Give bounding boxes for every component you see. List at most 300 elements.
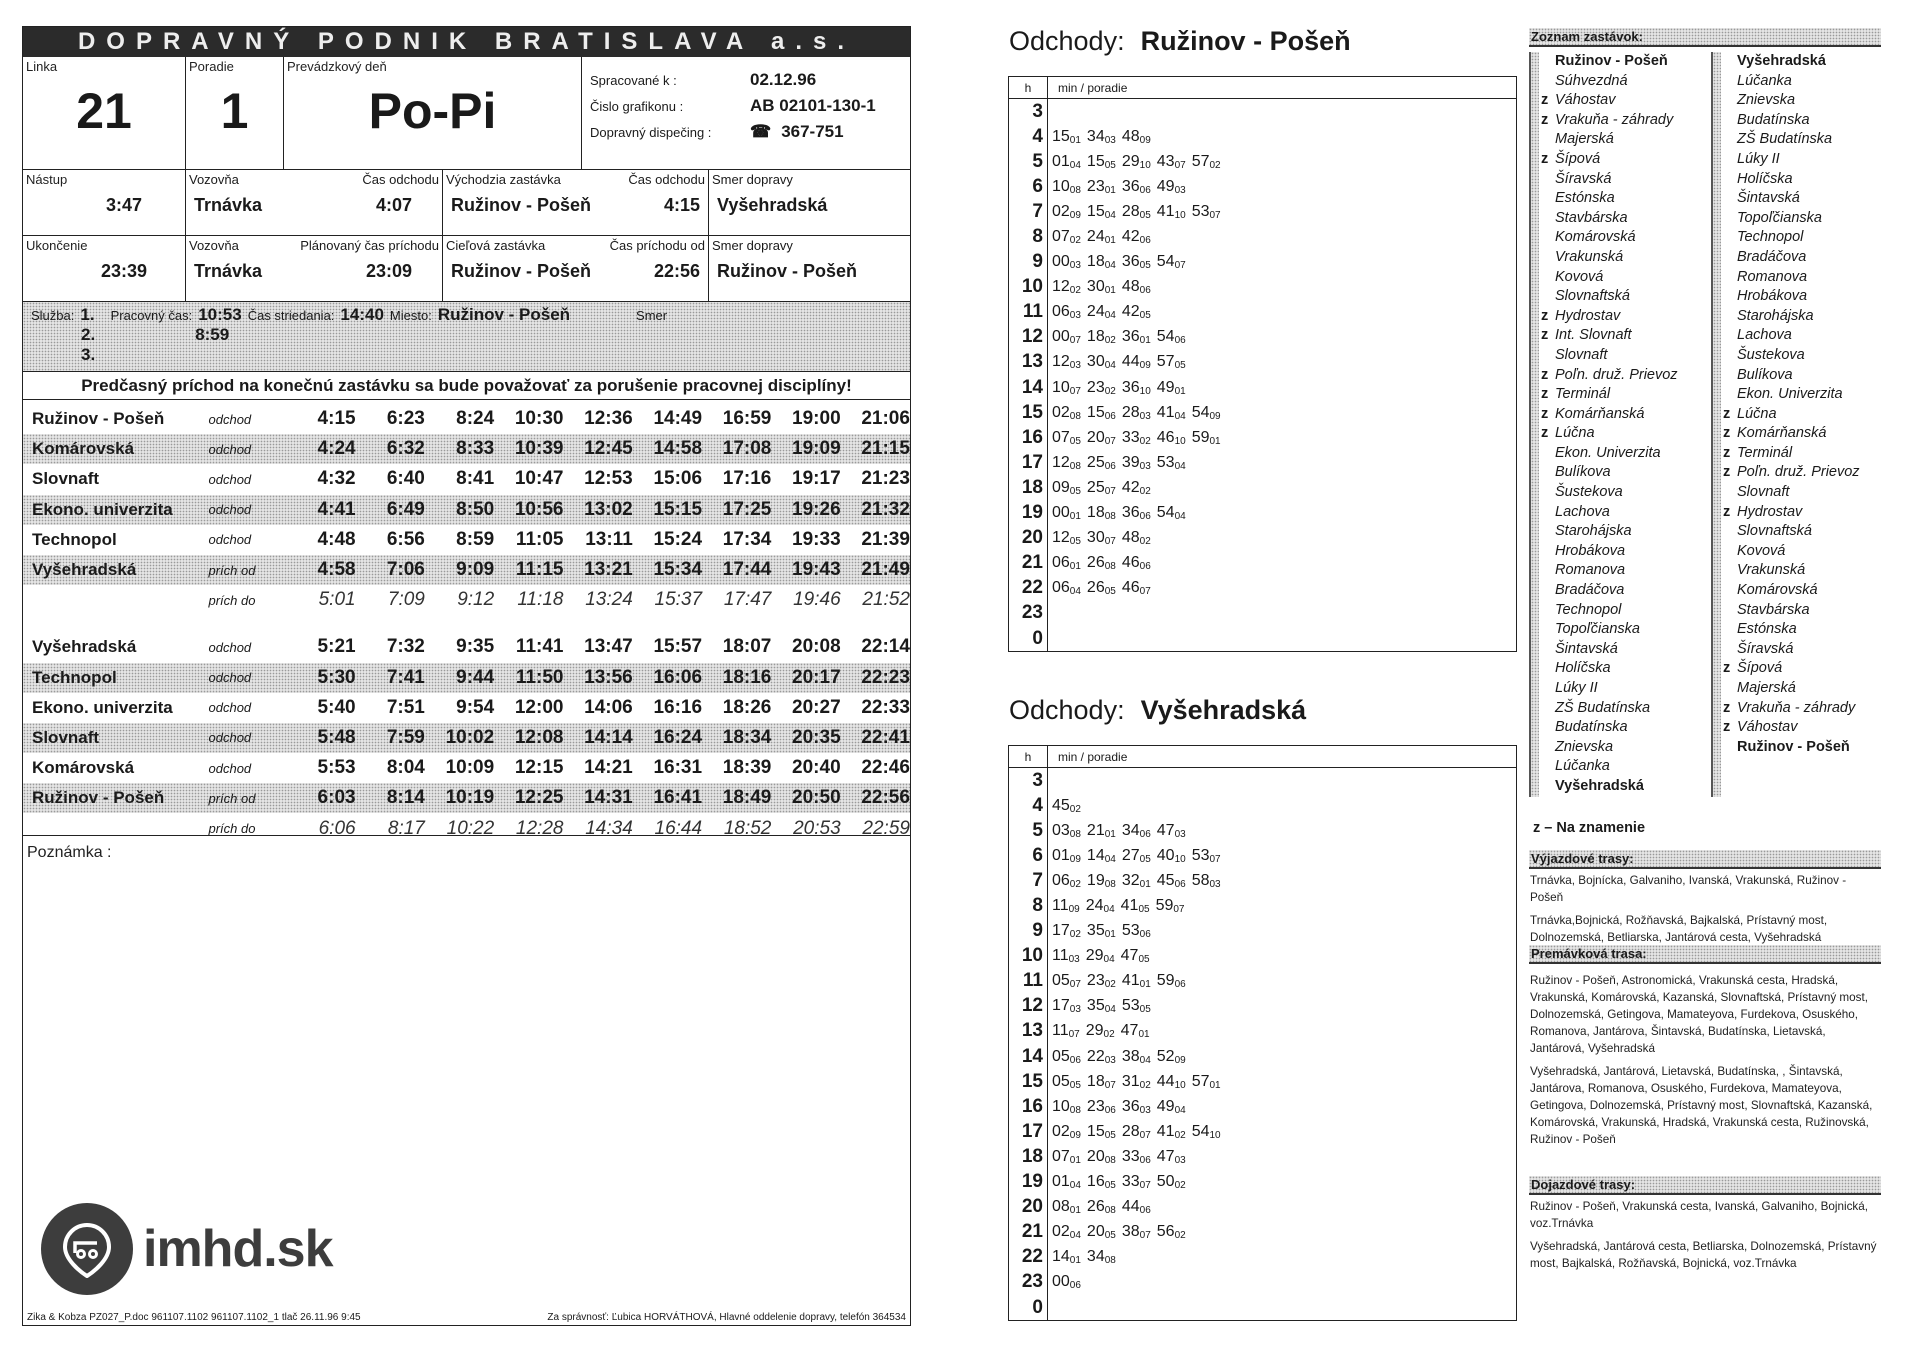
departure-entry: $36_{05}$: [1121, 253, 1151, 272]
stop-item: [1737, 72, 1891, 92]
order-subscript: 02: [1139, 435, 1151, 447]
departure-entry: $38_{07}$: [1121, 1223, 1151, 1242]
footer-doc-info: Zika & Kobza PZ027_P.doc 961107.1102 961107.1102_1 tlač 26.11.96 9:45: [27, 1312, 361, 1323]
order-subscript: 01: [1069, 1205, 1081, 1217]
stop-name: Majerská: [1737, 680, 1796, 696]
order-subscript: 03: [1209, 878, 1221, 890]
stop-item: [1541, 366, 1709, 386]
departure-entry: $41_{04}$: [1156, 403, 1186, 422]
order-subscript: 07: [1139, 1129, 1151, 1141]
stop-item: [1541, 385, 1709, 405]
order-subscript: 05: [1139, 1004, 1151, 1016]
order-subscript: 04: [1104, 310, 1116, 322]
order-subscript: 04: [1103, 954, 1115, 966]
departure-entry: $31_{02}$: [1121, 1072, 1151, 1091]
trip-time: 21:52: [862, 589, 910, 611]
trip-time: 19:26: [792, 498, 841, 520]
stop-item: [1555, 640, 1709, 660]
minutes-cell: [1048, 1220, 1227, 1245]
stop-item: [1737, 52, 1891, 72]
hour-cell: 10: [1021, 945, 1043, 967]
stop-item: [1541, 424, 1709, 444]
trip-stop: Slovnaft: [32, 727, 100, 747]
stop-item: [1737, 581, 1891, 601]
departure-entry: $48_{06}$: [1121, 278, 1151, 297]
hour-cell: 21: [1021, 552, 1043, 574]
on-request-marker: z: [1723, 660, 1731, 677]
departure-entry: $53_{07}$: [1191, 202, 1221, 221]
departure-entry: $03_{08}$: [1052, 821, 1081, 840]
trip-time: 17:16: [722, 468, 772, 490]
order-subscript: 03: [1069, 1004, 1081, 1016]
trip-time: 10:30: [514, 408, 564, 430]
trip-kind: odchod: [208, 502, 252, 518]
minutes-cell: [1048, 425, 1227, 450]
trip-time: 13:56: [584, 666, 633, 688]
footer-responsible: Za správnosť: Ľubica HORVÁTHOVÁ, Hlavné oddelenie dopravy, telefón 364534: [547, 1312, 906, 1323]
trip-stop: Ekono. univerzita: [32, 499, 173, 519]
trip-row: [23, 693, 910, 723]
trip-time: 22:14: [861, 636, 910, 658]
stop-name: Váhostav: [1555, 92, 1616, 109]
stop-item: [1737, 189, 1891, 209]
trip-time: 21:06: [861, 408, 910, 430]
trip-time: 14:58: [653, 438, 703, 460]
start-time: 3:47: [105, 195, 143, 215]
trip-time: 19:33: [792, 528, 841, 550]
stop-item: [1555, 522, 1709, 542]
minutes-cell: [1048, 1094, 1227, 1119]
dispatch-phone: 367-751: [781, 122, 844, 141]
trip-time: 8:24: [456, 408, 495, 430]
departure-entry: $29_{04}$: [1085, 947, 1115, 966]
order-subscript: 07: [1069, 385, 1081, 397]
order-subscript: 09: [1174, 1054, 1186, 1066]
order-subscript: 05: [1069, 1079, 1081, 1091]
order-subscript: 02: [1139, 1079, 1151, 1091]
stop-list-title: Zoznam zastávok:: [1529, 28, 1881, 47]
header-row-1: [23, 57, 910, 170]
trip-time: 8:50: [456, 498, 495, 520]
trip-kind: prích do: [208, 592, 256, 608]
stop-item: [1555, 757, 1709, 777]
order-subscript: 08: [1104, 878, 1116, 890]
trip-time: 4:41: [317, 498, 356, 520]
trip-time: 17:47: [723, 589, 772, 611]
dest-arr-label: Čas príchodu od: [609, 238, 705, 253]
stop-name: Vrakunská: [1555, 248, 1624, 265]
departure-entry: $07_{05}$: [1052, 428, 1081, 447]
hour-cell: 4: [1032, 794, 1043, 816]
trip-row: [23, 404, 910, 434]
line-cell: [23, 57, 186, 169]
stop-item: [1737, 150, 1891, 170]
trip-time: 8:33: [456, 438, 495, 460]
departure-entry: $21_{01}$: [1086, 821, 1116, 840]
departure-entry: $54_{04}$: [1156, 504, 1186, 523]
trip-time: 13:24: [585, 589, 633, 611]
trip-time: 20:50: [792, 787, 841, 809]
departure-entry: $29_{10}$: [1121, 152, 1151, 171]
stop-name: Znievska: [1737, 92, 1796, 109]
trip-time: 13:11: [585, 528, 633, 550]
order-subscript: 01: [1139, 335, 1151, 347]
departure-entry: $52_{09}$: [1156, 1047, 1186, 1066]
on-request-marker: z: [1541, 405, 1549, 422]
stop-name: Súhvezdná: [1555, 72, 1628, 89]
stop-item: [1555, 483, 1709, 503]
stop-name: Komárňanská: [1737, 425, 1827, 442]
on-request-marker: z: [1723, 444, 1731, 461]
order-subscript: 07: [1174, 159, 1186, 171]
stop-name: Topoľčianska: [1737, 209, 1822, 226]
trip-time: 4:24: [317, 438, 356, 460]
trip-time: 12:36: [584, 408, 633, 430]
hour-cell: 21: [1021, 1221, 1043, 1243]
departure-entry: $59_{01}$: [1191, 428, 1221, 447]
trip-stop: Ekono. univerzita: [32, 697, 173, 717]
departure-entry: $05_{06}$: [1052, 1047, 1081, 1066]
order-subscript: 02: [1174, 1230, 1186, 1242]
trip-kind: odchod: [208, 760, 252, 776]
on-request-marker: z: [1541, 386, 1549, 403]
stop-item: [1737, 91, 1891, 111]
trip-time: 21:15: [861, 438, 910, 460]
stop-name: Terminál: [1555, 386, 1611, 403]
depot-label: Vozovňa: [189, 172, 239, 187]
hour-cell: 15: [1021, 1070, 1043, 1092]
stop-item: [1737, 228, 1891, 248]
order-subscript: 09: [1069, 853, 1081, 865]
departure-entry: $00_{07}$: [1052, 328, 1081, 347]
on-request-legend: z – Na znamenie: [1533, 820, 1646, 836]
note-label: Poznámka :: [27, 844, 112, 861]
trip-time: 7:32: [386, 636, 425, 658]
hour-cell: 19: [1021, 1171, 1043, 1193]
order-subscript: 06: [1139, 1205, 1151, 1217]
order-subscript: 07: [1104, 536, 1116, 548]
departure-entry: $05_{07}$: [1052, 972, 1081, 991]
stop-name: ZŠ Budatínska: [1737, 131, 1833, 148]
departure-entry: $28_{07}$: [1121, 1122, 1151, 1141]
trip-row: [23, 555, 910, 585]
order-subscript: 04: [1174, 460, 1186, 472]
order-subscript: 05: [1069, 536, 1081, 548]
stop-name: Kovová: [1737, 542, 1786, 559]
hour-cell: 16: [1021, 1095, 1043, 1117]
order-subscript: 08: [1104, 511, 1116, 523]
trip-time: 12:28: [515, 817, 564, 839]
departure-entry: $35_{01}$: [1086, 922, 1116, 941]
trip-time: 14:14: [584, 726, 633, 748]
departure-entry: $02_{04}$: [1052, 1223, 1081, 1242]
stop-name: Poľn. druž. Prievoz: [1555, 366, 1678, 383]
departure-entry: $25_{07}$: [1086, 478, 1116, 497]
trip-time: 15:57: [653, 636, 703, 658]
departure-entry: $26_{08}$: [1086, 1198, 1116, 1217]
processed-date: 02.12.96: [750, 70, 817, 89]
trip-time: 12:15: [514, 757, 564, 779]
origin-stop: Ružinov - Pošeň: [451, 195, 592, 215]
end-direction-label: Smer dopravy: [712, 238, 793, 253]
minutes-cell: [1048, 868, 1227, 893]
stop-name: Vyšehradská: [1555, 777, 1644, 794]
order-subscript: 09: [1069, 1129, 1081, 1141]
stop-item: [1723, 659, 1891, 679]
trip-row: [23, 464, 910, 494]
order-subscript: 07: [1209, 209, 1221, 221]
departure-entry: $58_{03}$: [1191, 871, 1221, 890]
hour-cell: 5: [1032, 150, 1043, 172]
departure-entry: $48_{09}$: [1121, 127, 1151, 146]
trip-time: 22:59: [862, 817, 910, 839]
stop-item: [1555, 209, 1709, 229]
order-subscript: 06: [1174, 979, 1186, 991]
stop-item: [1737, 542, 1891, 562]
departure-entry: $30_{01}$: [1086, 278, 1116, 297]
hour-cell: 17: [1021, 451, 1043, 473]
minutes-cell: [1048, 1069, 1227, 1094]
trip-time: 22:23: [861, 666, 910, 688]
stop-item: [1723, 463, 1891, 483]
on-request-marker: z: [1723, 405, 1731, 422]
stop-name: Ekon. Univerzita: [1555, 444, 1661, 461]
order-subscript: 03: [1139, 460, 1151, 472]
trip-time: 15:06: [653, 468, 703, 490]
stop-name: Stavbárska: [1555, 209, 1628, 226]
minutes-cell: [1048, 994, 1227, 1019]
departure-entry: $15_{05}$: [1086, 152, 1116, 171]
stop-item: [1555, 170, 1709, 190]
trip-time: 20:17: [792, 666, 841, 688]
stop-item: [1555, 699, 1709, 719]
stop-item: [1541, 111, 1709, 131]
stop-item: [1737, 209, 1891, 229]
shift-3: 3.: [81, 345, 96, 364]
on-request-marker: z: [1723, 425, 1731, 442]
order-subscript: 06: [1139, 184, 1151, 196]
origin-stop-label: Východzia zastávka: [446, 172, 561, 187]
route-text: Trnávka, Bojnícka, Galvaniho, Ivanská, Vrakunská, Ružinov - Pošeň: [1530, 874, 1847, 904]
stop-item: [1723, 718, 1891, 738]
trip-time: 6:49: [386, 498, 425, 520]
departure-entry: $59_{07}$: [1155, 897, 1185, 916]
stop-name: Znievska: [1555, 738, 1614, 755]
stop-name: Vrakunská: [1737, 562, 1806, 579]
trip-time: 10:22: [446, 817, 495, 839]
departure-entry: $14_{01}$: [1052, 1248, 1081, 1267]
order-subscript: 04: [1069, 1180, 1081, 1192]
start-label: Nástup: [26, 172, 68, 187]
departure-entry: $24_{04}$: [1085, 897, 1115, 916]
stop-list: [1529, 52, 1869, 797]
order-subscript: 04: [1174, 410, 1186, 422]
departures-title-2: Odchody: Vyšehradská: [1009, 695, 1307, 725]
departure-entry: $27_{05}$: [1121, 846, 1151, 865]
order-subscript: 01: [1104, 235, 1116, 247]
trip-kind: odchod: [208, 639, 252, 655]
departure-entry: $46_{06}$: [1121, 554, 1151, 573]
order-subscript: 05: [1069, 485, 1081, 497]
stop-name: Lúčanka: [1555, 758, 1610, 775]
departure-entry: $23_{01}$: [1086, 177, 1116, 196]
end-direction-value: Ružinov - Pošeň: [717, 261, 858, 281]
order-subscript: 02: [1174, 1180, 1186, 1192]
trip-time: 10:19: [445, 787, 495, 809]
trip-time: 22:56: [861, 787, 910, 809]
departure-entry: $36_{10}$: [1121, 378, 1151, 397]
stop-item: [1541, 307, 1709, 327]
stop-name: Vrakuňa - záhrady: [1737, 699, 1856, 716]
company-banner: DOPRAVNÝ PODNIK BRATISLAVA a.s.: [23, 27, 910, 57]
trip-time: 6:40: [386, 468, 425, 490]
trip-time: 18:07: [722, 636, 772, 658]
departure-entry: $35_{04}$: [1086, 997, 1116, 1016]
departure-entry: $02_{09}$: [1052, 202, 1081, 221]
hour-cell: 20: [1021, 1196, 1043, 1218]
direction-value: Vyšehradská: [717, 195, 828, 215]
trip-time: 19:09: [792, 438, 841, 460]
minutes-cell: [1048, 843, 1227, 868]
trip-time: 12:00: [514, 696, 564, 718]
hour-cell: 17: [1021, 1120, 1043, 1142]
trip-time: 9:12: [457, 589, 495, 611]
trip-time: 15:37: [654, 589, 703, 611]
order-subscript: 02: [1069, 803, 1081, 815]
order-subscript: 07: [1139, 586, 1151, 598]
trip-time: 16:31: [653, 757, 703, 779]
on-request-marker: z: [1541, 111, 1549, 128]
departure-entry: $17_{03}$: [1052, 997, 1081, 1016]
departure-entry: $24_{04}$: [1086, 303, 1116, 322]
hour-cell: 6: [1032, 844, 1043, 866]
trip-time: 17:44: [722, 559, 772, 581]
minutes-cell: [1048, 375, 1227, 400]
change-time-label: Čas striedania:: [247, 308, 335, 323]
stop-name: Lachova: [1555, 503, 1610, 520]
departure-entry: $20_{05}$: [1086, 1223, 1116, 1242]
minutes-cell: [1048, 893, 1227, 918]
order-subscript: 03: [1174, 828, 1186, 840]
order-subscript: 05: [1138, 904, 1150, 916]
trip-time: 7:51: [386, 696, 425, 718]
order-subscript: 01: [1069, 134, 1081, 146]
departure-entry: $54_{10}$: [1191, 1122, 1221, 1141]
order-subscript: 09: [1068, 904, 1080, 916]
trip-time: 8:04: [386, 757, 425, 779]
order-subscript: 02: [1103, 1029, 1115, 1041]
departure-entry: $23_{06}$: [1086, 1097, 1116, 1116]
order-subscript: 05: [1138, 954, 1150, 966]
departure-entry: $25_{06}$: [1086, 453, 1116, 472]
departure-entry: $17_{02}$: [1052, 922, 1081, 941]
departure-entry: $48_{02}$: [1121, 529, 1151, 548]
order-subscript: 02: [1174, 1129, 1186, 1141]
change-time: 14:40: [340, 305, 384, 324]
order-subscript: 01: [1104, 285, 1116, 297]
trip-time: 18:34: [722, 726, 772, 748]
trip-kind: prích od: [208, 562, 256, 578]
hour-cell: 11: [1022, 970, 1043, 992]
trip-kind: odchod: [208, 471, 252, 487]
trip-time: 14:34: [585, 817, 633, 839]
trip-block-outbound: [23, 400, 910, 615]
hour-cell: 10: [1021, 276, 1043, 298]
departure-entry: $53_{07}$: [1191, 846, 1221, 865]
trip-block-return: [23, 632, 910, 843]
order-subscript: 04: [1174, 511, 1186, 523]
stop-item: [1737, 522, 1891, 542]
warning-notice: Predčasný príchod na konečnú zastávku sa bude považovať za porušenie pracovnej disciplíny!: [23, 372, 910, 400]
minutes-cell: [1048, 1144, 1227, 1169]
order-subscript: 05: [1104, 159, 1116, 171]
order-subscript: 07: [1209, 853, 1221, 865]
minutes-cell: [1048, 174, 1227, 199]
minutes-cell: [1048, 124, 1227, 149]
hour-cell: 4: [1032, 125, 1043, 147]
end-depot-label: Vozovňa: [189, 238, 239, 253]
trip-time: 16:59: [722, 408, 772, 430]
order-subscript: 05: [1104, 1180, 1116, 1192]
hour-cell: 18: [1021, 476, 1043, 498]
on-request-marker: z: [1541, 327, 1549, 344]
departure-entry: $32_{01}$: [1121, 871, 1151, 890]
return-routes-title: Dojazdové trasy:: [1529, 1176, 1881, 1195]
trip-stop: Komárovská: [32, 758, 135, 778]
trip-time: 20:27: [792, 696, 841, 718]
departure-entry: $44_{10}$: [1156, 1072, 1186, 1091]
departure-entry: $36_{06}$: [1121, 177, 1151, 196]
order-subscript: 08: [1069, 410, 1081, 422]
trip-time: 11:05: [515, 528, 564, 550]
footer: [27, 1312, 906, 1323]
stop-name: Ekon. Univerzita: [1737, 386, 1843, 403]
trip-time: 16:44: [654, 817, 703, 839]
stop-item: [1737, 307, 1891, 327]
departure-entry: $53_{05}$: [1121, 997, 1151, 1016]
shift-label: Služba:: [31, 308, 75, 323]
minutes-cell: [1048, 501, 1227, 526]
hour-cell: 9: [1032, 920, 1043, 942]
departure-entry: $10_{07}$: [1052, 378, 1081, 397]
service-route-title: Premávková trasa:: [1529, 945, 1881, 964]
departure-entry: $15_{04}$: [1086, 202, 1116, 221]
departure-entry: $20_{08}$: [1086, 1147, 1116, 1166]
minutes-cell: [1048, 969, 1227, 994]
phone-icon: ☎: [750, 122, 772, 141]
stop-item: [1555, 561, 1709, 581]
departure-entry: $41_{10}$: [1156, 202, 1186, 221]
dest-stop: Ružinov - Pošeň: [451, 261, 592, 281]
service-routes: [1530, 972, 1882, 1154]
order-subscript: 02: [1069, 878, 1081, 890]
trip-time: 22:33: [861, 696, 910, 718]
stop-name: Poľn. druž. Prievoz: [1737, 464, 1860, 481]
trip-kind: odchod: [208, 700, 252, 716]
departure-entry: $02_{08}$: [1052, 403, 1081, 422]
departure-entry: $06_{02}$: [1052, 871, 1081, 890]
hour-cell: 6: [1032, 175, 1043, 197]
trip-time: 20:35: [792, 726, 841, 748]
hour-cell: 8: [1032, 895, 1043, 917]
order-subscript: 06: [1104, 1104, 1116, 1116]
end-label: Ukončenie: [26, 238, 88, 253]
departure-entry: $11_{03}$: [1052, 947, 1080, 966]
stop-name: Šintavská: [1555, 640, 1618, 657]
trip-time: 13:02: [584, 498, 633, 520]
origin-dep-label: Čas odchodu: [628, 172, 705, 187]
stop-item: [1555, 130, 1709, 150]
